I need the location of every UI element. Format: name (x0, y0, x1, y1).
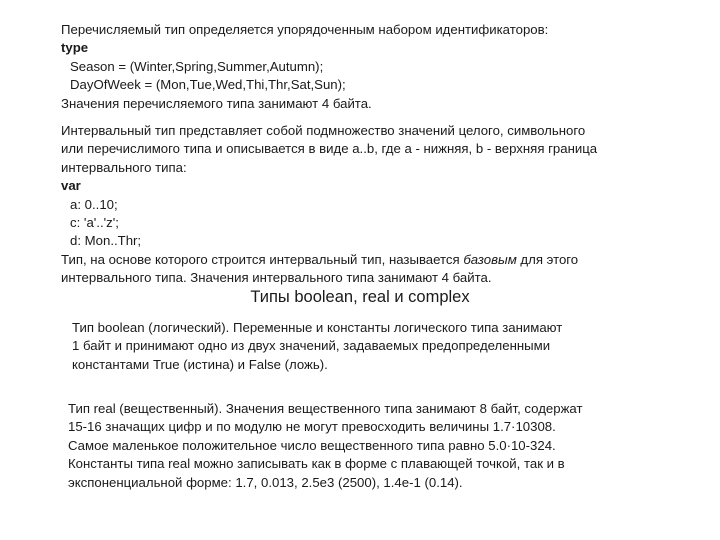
boolean-line: константами True (истина) и False (ложь). (72, 356, 328, 372)
range-intro-line: Интервальный тип представляет собой подмножество значений целого, символьного (61, 123, 586, 138)
base-line-after: для этого (516, 251, 579, 267)
boolean-section (72, 319, 562, 374)
real-line: экспоненциальной форме: 1.7, 0.013, 2.5e3 (2500), 1.4e-1 (0.14). (68, 474, 463, 490)
var-keyword: var (61, 178, 81, 194)
boolean-line: 1 байт и принимают одно из двух значений, задаваемых предопределенными (72, 338, 551, 354)
range-code-line: a: 0..10; (70, 196, 118, 212)
base-term: базовым (463, 251, 517, 267)
range-intro-line: интервального типа: (61, 159, 187, 175)
enum-intro: Перечисляемый тип определяется упорядоченным набором идентификаторов: (61, 22, 549, 37)
types-heading: Типы boolean, real и complex (250, 288, 470, 306)
type-keyword: type (61, 40, 89, 56)
enum-section (61, 21, 548, 113)
range-code-line: c: 'a'..'z'; (70, 215, 119, 231)
real-section (68, 400, 583, 492)
real-line: 15-16 значащих цифр и по модулю не могут превосходить величины 1.7·10308. (68, 419, 556, 435)
base-line-before: Тип, на основе которого строится интервальный тип, называется (61, 251, 464, 267)
enum-code-line: DayOfWeek = (Mon,Tue,Wed,Thi,Thr,Sat,Sun); (70, 77, 346, 93)
range-size-note: интервального типа. Значения интервального типа занимают 4 байта. (61, 270, 492, 286)
real-line: Тип real (вещественный). Значения вещественного типа занимают 8 байт, содержат (68, 401, 583, 416)
real-line: Самое маленькое положительное число вещественного типа равно 5.0·10-324. (68, 437, 556, 453)
base-type-line (61, 251, 597, 269)
range-intro-line: или перечислимого типа и описывается в виде a..b, где a - нижняя, b - верхняя граница (61, 141, 598, 157)
range-code-line: d: Mon..Thr; (70, 233, 142, 249)
boolean-line: Тип boolean (логический). Переменные и константы логического типа занимают (72, 320, 563, 335)
enum-code-line: Season = (Winter,Spring,Summer,Autumn); (70, 58, 324, 74)
enum-size-note: Значения перечисляемого типа занимают 4 байта. (61, 95, 372, 111)
real-line: Константы типа real можно записывать как в форме с плавающей точкой, так и в (68, 456, 565, 472)
range-section (61, 122, 597, 288)
